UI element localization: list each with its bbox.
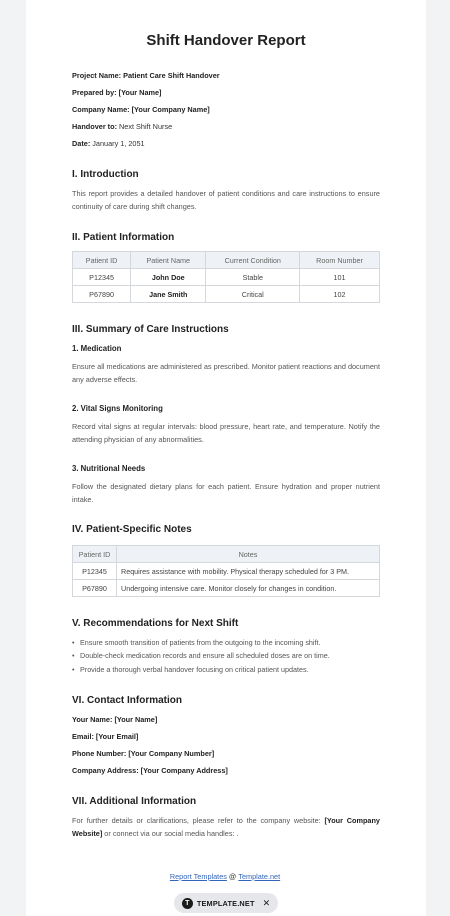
meta-handover-to [72, 122, 172, 131]
meta-label: Handover to: [72, 122, 117, 131]
template-net-link[interactable]: Template.net [238, 872, 281, 881]
contact-name: Your Name: [Your Name] [72, 715, 158, 724]
patient-id-cell: P67890 [73, 580, 117, 597]
care-item-text-vital-signs: Record vital signs at regular intervals: blood pressure, heart rate, and temperature. Notify the attending physician of any abnormalities. [72, 422, 380, 444]
patient-id-cell: P12345 [73, 563, 117, 580]
additional-text-before: For further details or clarifications, please refer to the company website: [72, 816, 325, 825]
additional-text-after: or connect via our social media handles: . [102, 829, 239, 838]
care-item-title-nutrition: 3. Nutritional Needs [72, 464, 146, 473]
meta-label: Company Name: [72, 105, 130, 114]
meta-value: Patient Care Shift Handover [121, 71, 220, 80]
patient-id-cell: P12345 [73, 269, 131, 286]
patient-name-cell: John Doe [131, 269, 206, 286]
close-icon[interactable]: ✕ [262, 897, 271, 908]
meta-company-name [72, 105, 210, 114]
care-item-text-nutrition: Follow the designated dietary plans for each patient. Ensure hydration and proper nutrient intake. [72, 482, 380, 504]
patient-notes-table [72, 545, 380, 597]
column-header: Notes [117, 546, 380, 563]
table-header-row [73, 546, 380, 563]
patient-name-cell: Jane Smith [131, 286, 206, 303]
meta-date [72, 139, 145, 148]
meta-project-name [72, 71, 220, 80]
contact-phone: Phone Number: [Your Company Number] [72, 749, 215, 758]
patient-id-cell: P67890 [73, 286, 131, 303]
contact-email: Email: [Your Email] [72, 732, 139, 741]
table-header-row [73, 252, 380, 269]
list-item: • Double-check medication records and ensure all scheduled doses are on time. [72, 649, 380, 662]
section-heading-care-instructions: III. Summary of Care Instructions [72, 324, 229, 335]
column-header: Current Condition [206, 252, 300, 269]
section-heading-contact: VI. Contact Information [72, 695, 182, 706]
patient-information-table [72, 251, 380, 303]
footer-links [0, 872, 450, 881]
table-row [73, 286, 380, 303]
section-heading-patient-information: II. Patient Information [72, 232, 175, 243]
meta-label: Prepared by: [72, 88, 117, 97]
meta-label: Project Name: [72, 71, 122, 80]
recommendations-list [72, 636, 380, 676]
additional-info-text [72, 814, 380, 840]
room-cell: 101 [300, 269, 380, 286]
column-header: Patient ID [73, 252, 131, 269]
brand-label: TEMPLATE.NET [196, 898, 255, 908]
table-row [73, 580, 380, 597]
condition-cell: Stable [206, 269, 300, 286]
section-heading-recommendations: V. Recommendations for Next Shift [72, 618, 239, 629]
care-item-title-vital-signs: 2. Vital Signs Monitoring [72, 404, 163, 413]
page-title: Shift Handover Report [146, 32, 306, 49]
meta-value: January 1, 2051 [90, 139, 145, 148]
company-website-placeholder: [Your Company Website] [72, 816, 380, 838]
contact-address: Company Address: [Your Company Address] [72, 766, 228, 775]
section-heading-introduction: I. Introduction [72, 169, 139, 180]
introduction-text: This report provides a detailed handover of patient conditions and care instructions to ensure continuity of care during shift changes. [72, 189, 380, 211]
note-cell: Requires assistance with mobility. Physical therapy scheduled for 3 PM. [117, 563, 380, 580]
care-item-text-medication: Ensure all medications are administered as prescribed. Monitor patient reactions and document any adverse effects. [72, 362, 380, 384]
meta-value: Next Shift Nurse [117, 122, 173, 131]
column-header: Patient Name [131, 252, 206, 269]
note-cell: Undergoing intensive care. Monitor closely for changes in condition. [117, 580, 380, 597]
room-cell: 102 [300, 286, 380, 303]
section-heading-additional-info: VII. Additional Information [72, 796, 197, 807]
list-item: • Ensure smooth transition of patients from the outgoing to the incoming shift. [72, 636, 380, 649]
meta-prepared-by [72, 88, 161, 97]
document-page [26, 0, 426, 916]
meta-label: Date: [72, 139, 91, 148]
template-logo-icon: T [182, 898, 193, 909]
condition-cell: Critical [206, 286, 300, 303]
table-row [73, 269, 380, 286]
column-header: Room Number [300, 252, 380, 269]
list-item: • Provide a thorough verbal handover focusing on critical patient updates. [72, 663, 380, 676]
care-item-title-medication: 1. Medication [72, 344, 122, 353]
footer-separator: @ [228, 872, 237, 881]
meta-value: [Your Company Name] [129, 105, 210, 114]
meta-value: [Your Name] [116, 88, 162, 97]
column-header: Patient ID [73, 546, 117, 563]
table-row [73, 563, 380, 580]
report-templates-link[interactable]: Report Templates [169, 872, 227, 881]
section-heading-patient-notes: IV. Patient-Specific Notes [72, 524, 192, 535]
template-net-badge[interactable] [174, 893, 278, 913]
